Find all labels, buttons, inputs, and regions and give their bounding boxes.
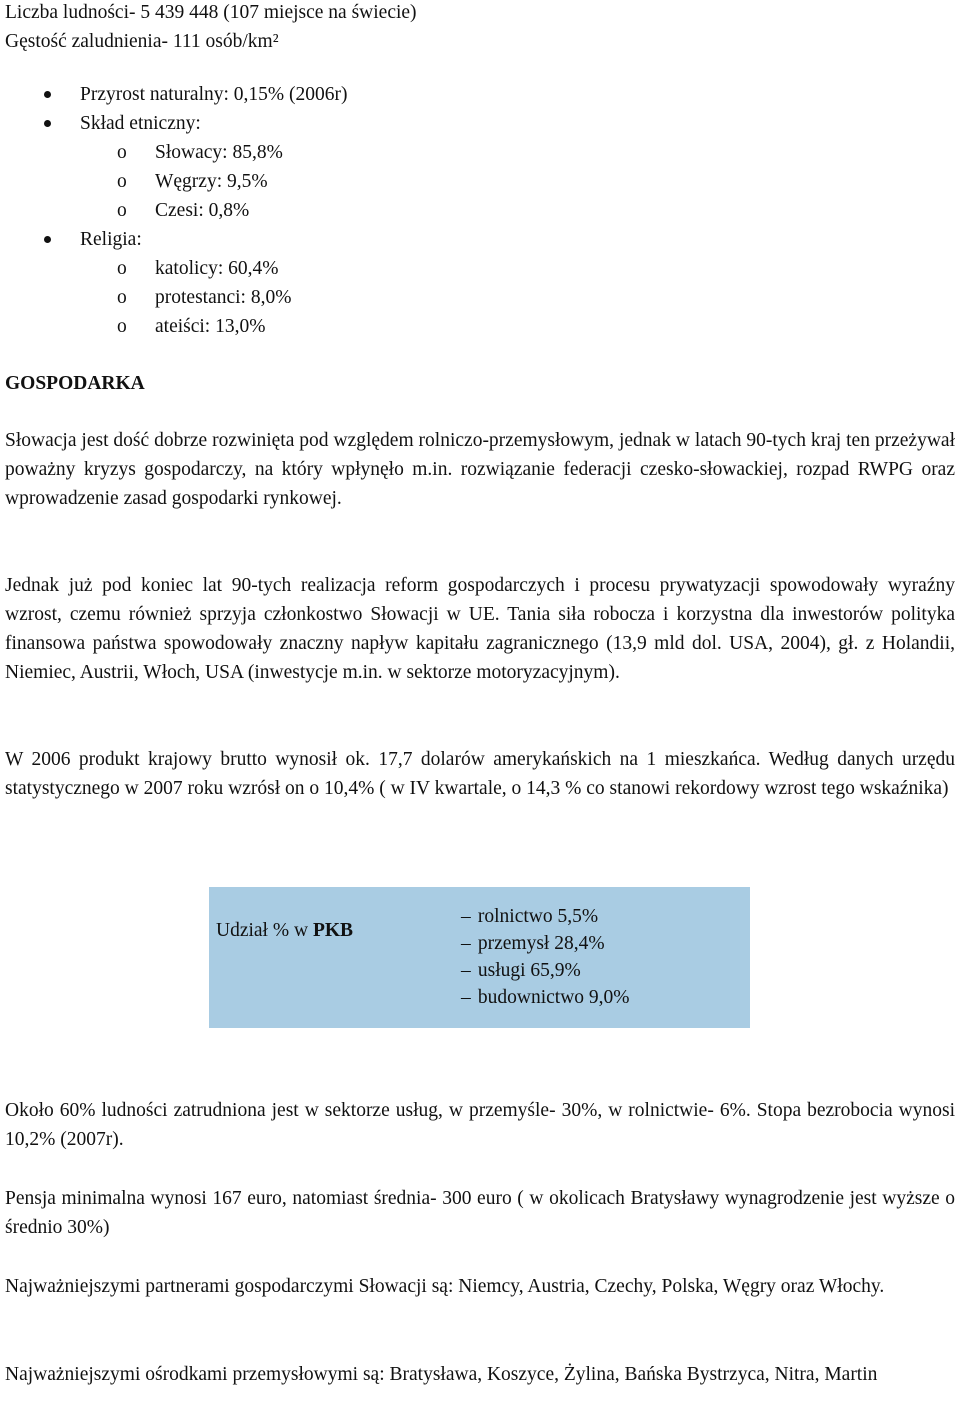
population-line: Liczba ludności- 5 439 448 (107 miejsce na świecie) — [5, 2, 417, 23]
pkb-item: – usługi 65,9% — [461, 960, 581, 981]
sub-bullet-icon: o — [117, 171, 127, 192]
pkb-item: – budownictwo 9,0% — [461, 987, 630, 1008]
pkb-share-box — [209, 887, 750, 1028]
industry-centers-paragraph: Najważniejszymi ośrodkami przemysłowymi są: Bratysława, Koszyce, Żylina, Bańska Bystrzyca, Nitra, Martin — [5, 1364, 878, 1385]
bullet-icon — [44, 120, 51, 127]
religion-label: Religia: — [80, 229, 142, 250]
pkb-label: Udział % w PKB — [216, 920, 354, 941]
sub-bullet-icon: o — [117, 287, 127, 308]
ethnic-label: Skład etniczny: — [80, 113, 201, 134]
ethnic-item: Słowacy: 85,8% — [155, 142, 283, 163]
sub-bullet-icon: o — [117, 258, 127, 279]
pkb-list — [461, 907, 630, 1015]
dash-icon: – — [461, 906, 471, 927]
dash-icon: – — [461, 960, 471, 981]
religion-item: protestanci: 8,0% — [155, 287, 292, 308]
employment-paragraph: Około 60% ludności zatrudniona jest w sektorze usług, w przemyśle- 30%, w rolnictwie- 6%. Stopa bezrobocia wynosi 10,2% (2007r). — [5, 1100, 955, 1150]
economy-paragraph: Jednak już pod koniec lat 90-tych realizacja reform gospodarczych i procesu prywatyzacji spowodowały wyraźny wzrost, czemu również sprzyja członkostwo Słowacji w UE. Tania siła robocza i korzystna dla inwestorów polityka finansowa państwa spowodowały znaczny napływ kapitału zagranicznego (13,9 mld dol. USA, 2004), gł. z Holandii, Niemiec, Austrii, Włoch, USA (inwestycje m.in. w sektorze motoryzacyjnym). — [5, 575, 955, 683]
bullet-icon — [44, 91, 51, 98]
dash-icon: – — [461, 987, 471, 1008]
growth-item: Przyrost naturalny: 0,15% (2006r) — [80, 84, 348, 105]
economy-paragraph: Słowacja jest dość dobrze rozwinięta pod względem rolniczo-przemysłowym, jednak w latach 90-tych kraj ten przeżywał poważny kryzys gospodarczy, na który wpłynęło m.in. rozwiązanie federacji czesko-słowackiej, rozpad RWPG oraz wprowadzenie zasad gospodarki rynkowej. — [5, 430, 955, 509]
gdp-paragraph: W 2006 produkt krajowy brutto wynosił ok. 17,7 dolarów amerykańskich na 1 mieszkańca. Według danych urzędu statystycznego w 2007 roku wzrósł on o 10,4% ( w IV kwartale, o 14,3 % co stanowi rekordowy wzrost tego wskaźnika) — [5, 749, 955, 799]
sub-bullet-icon: o — [117, 316, 127, 337]
economy-heading: GOSPODARKA — [5, 373, 145, 394]
sub-bullet-icon: o — [117, 200, 127, 221]
sub-bullet-icon: o — [117, 142, 127, 163]
pkb-label-bold: PKB — [312, 920, 354, 941]
bullet-icon — [44, 236, 51, 243]
ethnic-item: Czesi: 0,8% — [155, 200, 250, 221]
religion-item: ateiści: 13,0% — [155, 316, 266, 337]
density-line: Gęstość zaludnienia- 111 osób/km² — [5, 31, 279, 52]
ethnic-item: Węgrzy: 9,5% — [155, 171, 268, 192]
dash-icon: – — [461, 933, 471, 954]
partners-paragraph: Najważniejszymi partnerami gospodarczymi Słowacji są: Niemcy, Austria, Czechy, Polska, Węgry oraz Włochy. — [5, 1276, 885, 1297]
religion-item: katolicy: 60,4% — [155, 258, 279, 279]
wages-paragraph: Pensja minimalna wynosi 167 euro, natomiast średnia- 300 euro ( w okolicach Bratysławy wynagrodzenie jest wyższe o średnio 30%) — [5, 1188, 955, 1238]
pkb-item: – przemysł 28,4% — [461, 933, 605, 954]
pkb-item: – rolnictwo 5,5% — [461, 906, 599, 927]
